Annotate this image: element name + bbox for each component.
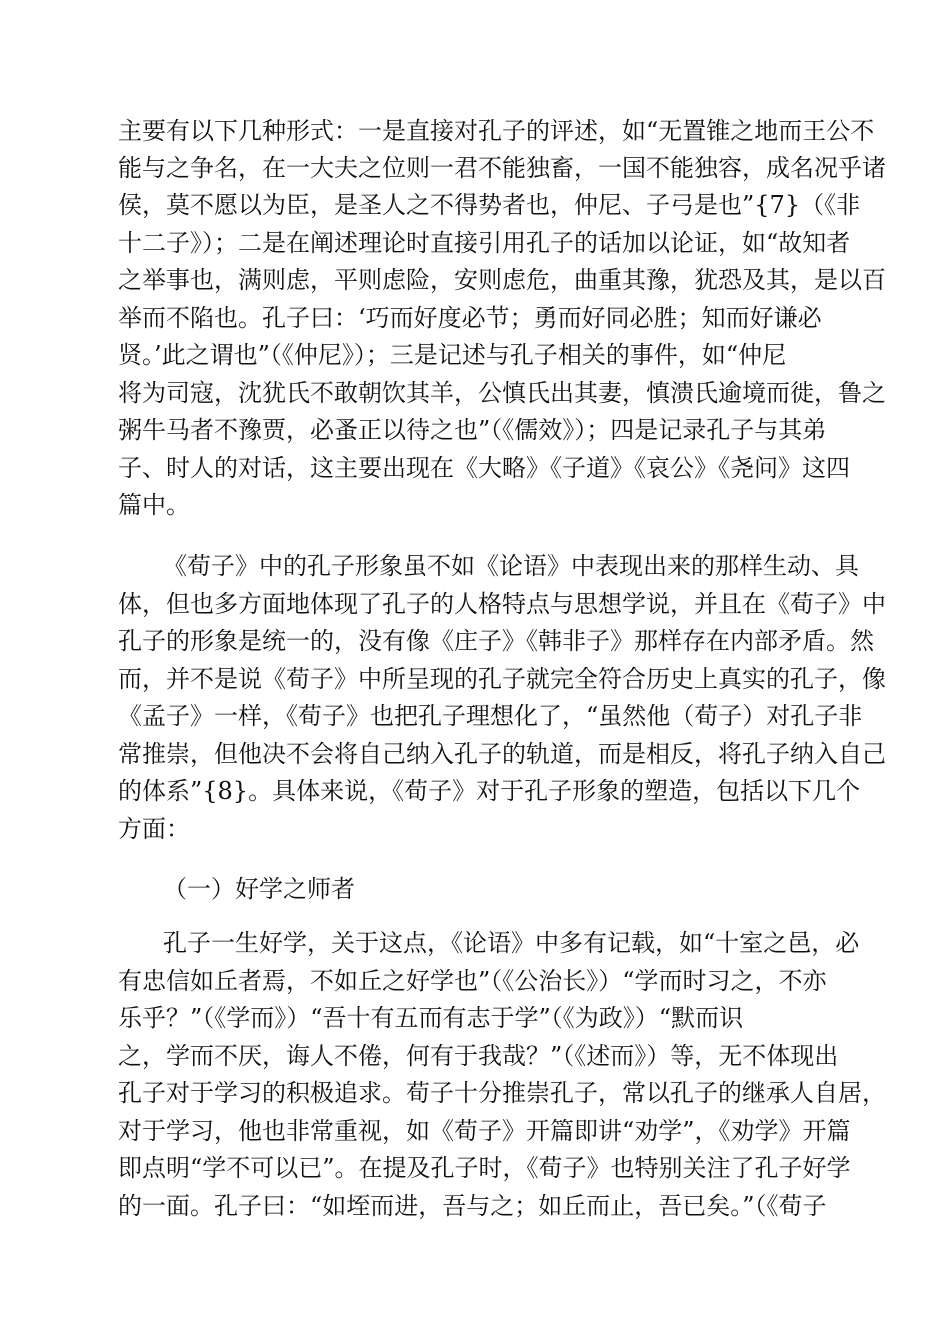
paragraph-line: 侯，莫不愿以为臣，是圣人之不得势者也，仲尼、子弓是也”{7}（《非 [118,191,861,219]
paragraph-line: 孔子的形象是统一的，没有像《庄子》《韩非子》那样存在内部矛盾。然 [118,627,874,655]
paragraph-line: 常推崇，但他决不会将自己纳入孔子的轨道，而是相反，将孔子纳入自己 [118,740,886,768]
paragraph-line: 能与之争名，在一大夫之位则一君不能独畜，一国不能独容，成名况乎诸 [118,154,886,182]
paragraph-line: 《荀子》中的孔子形象虽不如《论语》中表现出来的那样生动、具 [163,552,859,580]
paragraph-line: 《孟子》一样，《荀子》也把孔子理想化了，“虽然他（荀子）对孔子非 [118,702,863,730]
paragraph-line: 体，但也多方面地体现了孔子的人格特点与思想学说，并且在《荀子》中 [118,590,886,618]
section-heading: （一）好学之师者 [163,875,355,903]
paragraph-line: 孔子一生好学，关于这点，《论语》中多有记载，如“十室之邑，必 [163,929,860,957]
paragraph-line: 贤。’此之谓也”（《仲尼》）；三是记述与孔子相关的事件，如“仲尼 [118,341,787,369]
paragraph-line: 乐乎？”（《学而》）“吾十有五而有志于学”（《为政》）“默而识 [118,1004,744,1032]
paragraph-line: 对于学习，他也非常重视，如《荀子》开篇即讲“劝学”，《劝学》开篇 [118,1117,851,1145]
paragraph-line: 的体系”{8}。具体来说，《荀子》对于孔子形象的塑造，包括以下几个 [118,777,861,805]
paragraph-line: 主要有以下几种形式：一是直接对孔子的评述，如“无置锥之地而王公不 [118,117,875,145]
paragraph-line: 之，学而不厌，诲人不倦，何有于我哉？”（《述而》）等，无不体现出 [118,1042,839,1070]
paragraph-line: 孔子对于学习的积极追求。荀子十分推崇孔子，常以孔子的继承人自居， [118,1079,886,1107]
paragraph-line: 有忠信如丘者焉，不如丘之好学也”（《公治长》）“学而时习之，不亦 [118,967,827,995]
paragraph-line: 粥牛马者不豫贾，必蚤正以待之也”（《儒效》）；四是记录孔子与其弟 [118,416,827,444]
paragraph-line: 方面： [118,815,190,843]
paragraph-line: 即点明“学不可以已”。在提及孔子时，《荀子》也特别关注了孔子好学 [118,1154,851,1182]
paragraph-line: 之举事也，满则虑，平则虑险，安则虑危，曲重其豫，犹恐及其，是以百 [118,266,886,294]
paragraph-line: 十二子》）；二是在阐述理论时直接引用孔子的话加以论证，如“故知者 [118,229,851,257]
paragraph-line: 篇中。 [118,491,190,519]
paragraph-line: 子、时人的对话，这主要出现在《大略》《子道》《哀公》《尧问》这四 [118,454,850,482]
paragraph-line: 将为司寇，沈犹氏不敢朝饮其羊，公慎氏出其妻，慎溃氏逾境而徙，鲁之 [118,379,886,407]
paragraph-line: 而，并不是说《荀子》中所呈现的孔子就完全符合历史上真实的孔子，像 [118,665,886,693]
paragraph-line: 举而不陷也。孔子曰：‘巧而好度必节；勇而好同必胜；知而好谦必 [118,304,822,332]
paragraph-line: 的一面。孔子曰：“如垤而进，吾与之；如丘而止，吾已矣。”（《荀子 [118,1192,827,1220]
